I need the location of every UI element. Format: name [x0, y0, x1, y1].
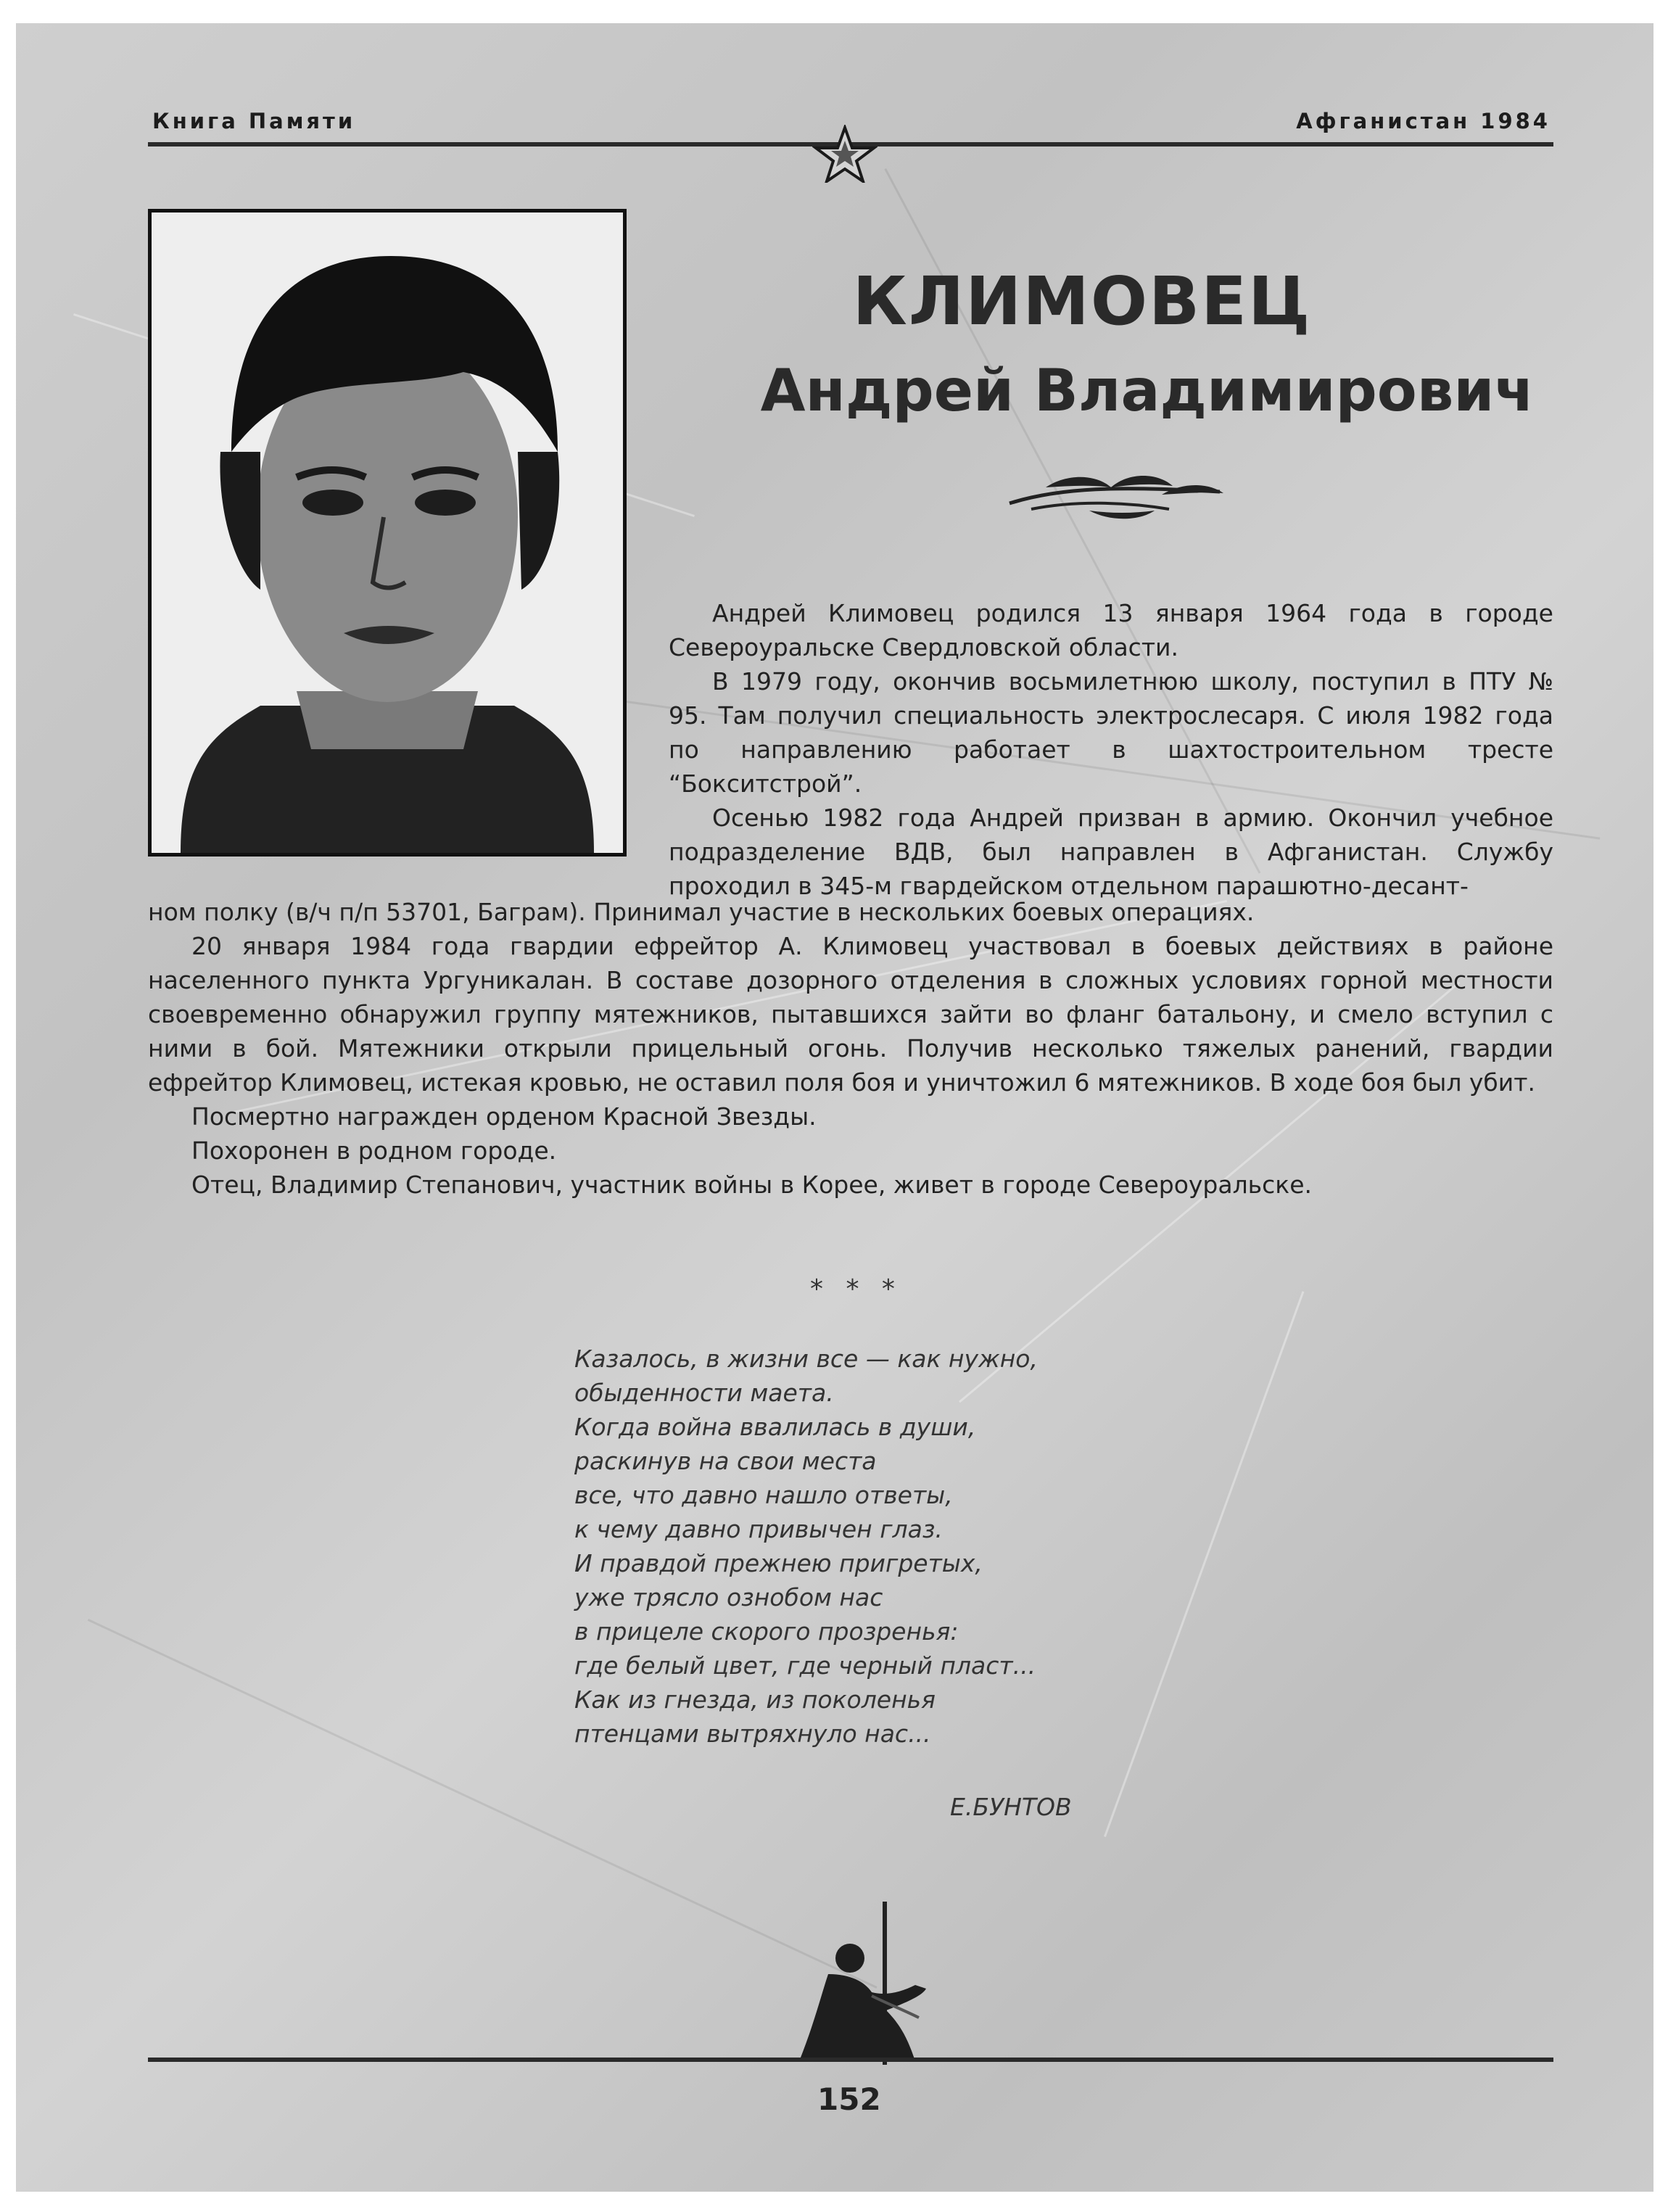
portrait-photo: [148, 209, 627, 857]
poem: [574, 1342, 1038, 1751]
bio-paragraph: Посмертно награжден орденом Красной Звезды.: [191, 1102, 817, 1131]
paper-crease: [1104, 1291, 1304, 1837]
poem-line: в прицеле скорого прозренья:: [574, 1617, 959, 1646]
poem-line: обыденности маета.: [574, 1379, 834, 1407]
star-icon: [812, 125, 878, 183]
soldier-statue-icon: [777, 1902, 937, 2068]
page: [16, 23, 1653, 2192]
poem-line: Казалось, в жизни все — как нужно,: [574, 1345, 1038, 1373]
poem-line: к чему давно привычен глаз.: [574, 1515, 943, 1543]
poem-line: уже трясло ознобом нас: [574, 1583, 883, 1611]
poem-line: все, что давно нашло ответы,: [574, 1481, 953, 1509]
poem-author: Е.БУНТОВ: [950, 1793, 1072, 1821]
page-number: 152: [817, 2081, 881, 2117]
biography-bottom: [148, 895, 1553, 1202]
poem-line: И правдой прежнею пригретых,: [574, 1549, 983, 1577]
section-separator: * * *: [810, 1274, 902, 1304]
bio-paragraph: 20 января 1984 года гвардии ефрейтор А. Климовец участвовал в боевых действиях в районе населенного пункта Ургуникалан. В составе дозорного отделения в сложных условиях горной местности своевременно обнаружил группу мятежников, пытавшихся зайти во фланг батальону, и смело вступил с ними в бой. Мятежники открыли прицельный огонь. Получив несколько тяжелых ранений, гвардии ефрейтор Климовец, истекая кровью, не оставил поля боя и уничтожил 6 мятежников. В ходе боя был убит.: [148, 932, 1553, 1097]
bio-paragraph: Похоронен в родном городе.: [191, 1136, 557, 1165]
header-book-title: Книга Памяти: [152, 109, 356, 133]
person-given-name: Андрей Владимирович: [760, 357, 1535, 424]
bio-paragraph: Осенью 1982 года Андрей призван в армию. Окончил учебное подразделение ВДВ, был направлен в Афганистан. Службу проходил в 345-м гвардейском отдельном парашютно-десант-: [669, 804, 1553, 900]
poem-line: где белый цвет, где черный пласт...: [574, 1651, 1036, 1680]
footer-rule: [148, 2058, 1553, 2062]
poem-line: Как из гнезда, из поколенья: [574, 1685, 936, 1714]
bio-paragraph: Андрей Климовец родился 13 января 1964 года в городе Североуральске Свердловской области.: [669, 599, 1553, 661]
header-section-title: Афганистан 1984: [1296, 109, 1551, 133]
poem-line: птенцами вытряхнуло нас...: [574, 1720, 931, 1748]
poem-line: Когда война ввалилась в души,: [574, 1413, 976, 1441]
laurel-ornament-icon: [1002, 466, 1234, 524]
poem-line: раскинув на свои места: [574, 1447, 877, 1475]
bio-paragraph: В 1979 году, окончив восьмилетнюю школу, поступил в ПТУ № 95. Там получил специальность электрослесаря. С июля 1982 года по направлению работает в шахтостроительном тресте “Бокситстрой”.: [669, 667, 1553, 798]
person-surname: КЛИМОВЕЦ: [852, 263, 1312, 340]
bio-paragraph: ном полку (в/ч п/п 53701, Баграм). Принимал участие в нескольких боевых операциях.: [148, 898, 1255, 926]
bio-paragraph: Отец, Владимир Степанович, участник войны в Корее, живет в городе Североуральске.: [191, 1171, 1312, 1199]
biography-top: [669, 596, 1553, 903]
